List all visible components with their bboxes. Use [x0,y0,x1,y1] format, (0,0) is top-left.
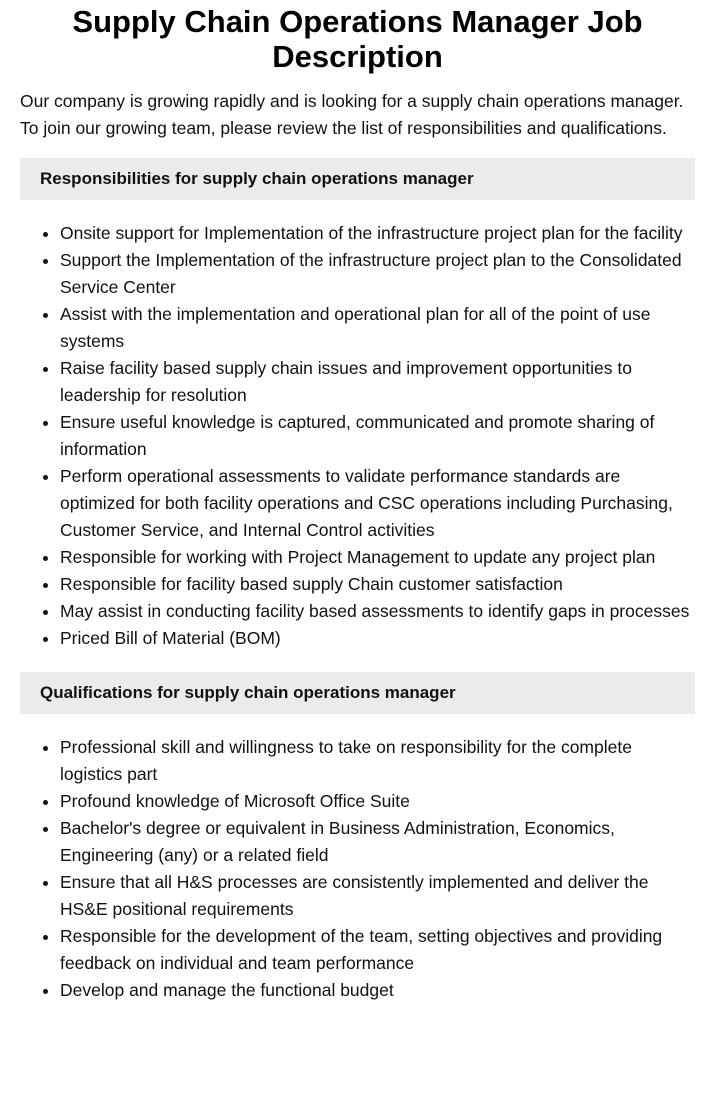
list-item: • Ensure useful knowledge is captured, communicated and promote sharing of information [60,409,695,463]
list-item: • Responsible for the development of the team, setting objectives and providing feedback on individual and team performance [60,923,695,977]
responsibilities-heading: Responsibilities for supply chain operations manager [20,158,695,200]
intro-paragraph: Our company is growing rapidly and is looking for a supply chain operations manager. To join our growing team, please review the list of responsibilities and qualifications. [20,91,684,138]
list-item: • Onsite support for Implementation of the infrastructure project plan for the facility [60,220,695,247]
list-item: • Assist with the implementation and operational plan for all of the point of use systems [60,301,695,355]
list-item: • Professional skill and willingness to take on responsibility for the complete logistics part [60,734,695,788]
list-item: • Bachelor's degree or equivalent in Business Administration, Economics, Engineering (any) or a related field [60,815,695,869]
list-item: • Develop and manage the functional budget [60,977,695,1004]
list-item: • Priced Bill of Material (BOM) [60,625,695,652]
qualifications-heading: Qualifications for supply chain operations manager [20,672,695,714]
list-item: • Perform operational assessments to validate performance standards are optimized for both facility operations and CSC operations including Purchasing, Customer Service, and Internal Control activities [60,463,695,544]
list-item: • Ensure that all H&S processes are consistently implemented and deliver the HS&E positional requirements [60,869,695,923]
list-item: • Raise facility based supply chain issues and improvement opportunities to leadership for resolution [60,355,695,409]
responsibilities-list [20,220,695,652]
list-item: • Responsible for working with Project Management to update any project plan [60,544,695,571]
list-item: • Support the Implementation of the infrastructure project plan to the Consolidated Service Center [60,247,695,301]
list-item: • Profound knowledge of Microsoft Office Suite [60,788,695,815]
list-item: • Responsible for facility based supply Chain customer satisfaction [60,571,695,598]
qualifications-list [20,734,695,1004]
page-title: Supply Chain Operations Manager Job Description [72,4,643,74]
list-item: • May assist in conducting facility based assessments to identify gaps in processes [60,598,695,625]
